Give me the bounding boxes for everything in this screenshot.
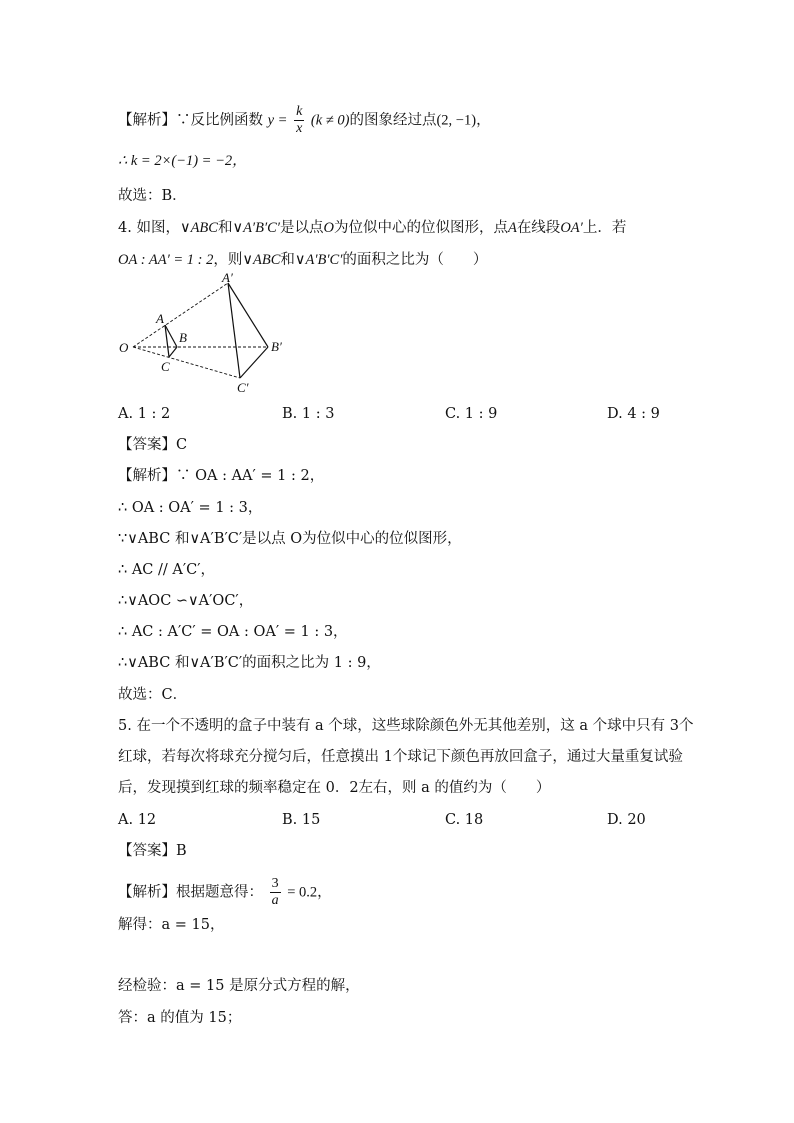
q4-analysis-line-4: ∴ AC // A′C′， [118, 562, 216, 578]
q4-option-d: D. 4 : 9 [607, 406, 660, 422]
q5-option-a: A. 12 [118, 812, 157, 828]
q5-solve-line: 解得：a = 15， [118, 917, 225, 933]
q5-stem-line-1: 5. 在一个不透明的盒子中装有 a 个球，这些球除颜色外无其他差别，这 a 个球中只有 3个 [118, 718, 694, 734]
homothety-figure [115, 270, 295, 400]
q4-stem-text: 和 [217, 220, 233, 236]
dashed-line-o-c-prime [133, 347, 240, 378]
q4-analysis-line-1: 【解析】∵ OA : AA′ = 1 : 2， [118, 468, 325, 484]
triangle-abc-prime: ∨A′B′C′ [294, 252, 343, 268]
equation-rhs: = 0.2， [287, 884, 332, 901]
edge-b-c [169, 347, 177, 357]
q5-option-d: D. 20 [607, 812, 646, 828]
edge-a-prime-c-prime [228, 283, 240, 378]
label-c-prime: C′ [237, 380, 249, 395]
label-a: A [156, 311, 164, 326]
label-a-prime: A′ [222, 270, 233, 285]
fraction-numerator: k [296, 104, 303, 119]
q5-answer: 【答案】B [118, 843, 187, 859]
triangle-abc: ∨ABC [242, 252, 281, 268]
q4-stem-line-2 [118, 250, 487, 270]
q4-stem-text: 和 [280, 252, 295, 268]
q5-stem-line-3: 后，发现摸到红球的频率稳定在 0．2左右，则 a 的值约为（ ） [118, 780, 551, 796]
label-b-prime: B′ [271, 339, 282, 354]
q4-stem-text: 是以点 [279, 220, 324, 236]
point-coordinates: (2, −1) [436, 112, 477, 129]
q4-stem-text: 为位似中心的位似图形，点 [333, 220, 508, 236]
fraction-denominator: x [296, 121, 303, 136]
q3-analysis-line [118, 104, 491, 137]
q4-option-a: A. 1 : 2 [118, 406, 171, 422]
q4-analysis-line-2: ∴ OA : OA′ = 1 : 3， [118, 500, 263, 516]
q4-stem-text: 在线段 [516, 220, 561, 236]
function-lhs: y = [267, 112, 288, 129]
triangle-abc-prime: ∨A′B′C′ [232, 220, 280, 236]
point-a: A [507, 220, 517, 236]
fraction-numerator: 3 [271, 876, 279, 891]
q4-stem-text: ，则 [213, 252, 243, 268]
label-b: B [179, 330, 187, 345]
q3-analysis-mid: 的图象经过点 [349, 112, 437, 129]
function-fraction [294, 104, 304, 137]
q4-option-b: B. 1 : 3 [282, 406, 335, 422]
q5-option-c: C. 18 [445, 812, 484, 828]
segment-oa-prime: OA′ [560, 220, 583, 236]
fraction-denominator: a [271, 893, 279, 908]
edge-b-prime-c-prime [240, 347, 268, 378]
q4-stem-text: 的面积之比为（ ） [342, 252, 488, 268]
q4-analysis-line-7: ∴∨ABC 和∨A′B′C′的面积之比为 1 : 9， [118, 655, 381, 671]
ratio-expression: OA : AA′ = 1 : 2 [118, 252, 214, 268]
q4-stem-line-1 [118, 218, 626, 238]
triangle-abc: ∨ABC [179, 220, 218, 236]
q3-solution-line: ∴ k = 2×(−1) = −2， [118, 153, 247, 169]
q5-analysis-line [118, 876, 332, 909]
q4-answer: 【答案】C [118, 437, 188, 453]
q4-analysis-line-5: ∴∨AOC ∽∨A′OC′， [118, 593, 254, 609]
equation-fraction [270, 876, 281, 909]
analysis-tag: 【解析】 [118, 112, 176, 129]
q3-line-end: ， [476, 112, 491, 129]
edge-a-prime-b-prime [228, 283, 268, 347]
function-condition: (k ≠ 0) [310, 112, 350, 129]
q5-stem-line-2: 红球，若每次将球充分搅匀后，任意摸出 1个球记下颜色再放回盒子，通过大量重复试验 [118, 749, 683, 765]
q5-check-line: 经检验：a = 15 是原分式方程的解， [118, 978, 360, 994]
label-c: C [161, 359, 170, 374]
q4-choice: 故选：C． [118, 687, 188, 703]
q3-choice: 故选：B． [118, 188, 187, 204]
q4-analysis-line-6: ∴ AC : A′C′ = OA : OA′ = 1 : 3， [118, 624, 348, 640]
q4-option-c: C. 1 : 9 [445, 406, 498, 422]
q5-final-line: 答：a 的值为 15； [118, 1010, 242, 1026]
q4-stem-text: 4. 如图， [118, 220, 180, 236]
q3-analysis-text: ∵反比例函数 [176, 112, 263, 129]
q4-analysis-line-3: ∵∨ABC 和∨A′B′C′是以点 O为位似中心的位似图形， [118, 531, 462, 547]
label-o: O [119, 340, 129, 355]
q4-stem-text: 上．若 [582, 220, 627, 236]
point-o: O [323, 220, 334, 236]
analysis-tag: 【解析】根据题意得： [118, 884, 263, 901]
q5-option-b: B. 15 [282, 812, 321, 828]
